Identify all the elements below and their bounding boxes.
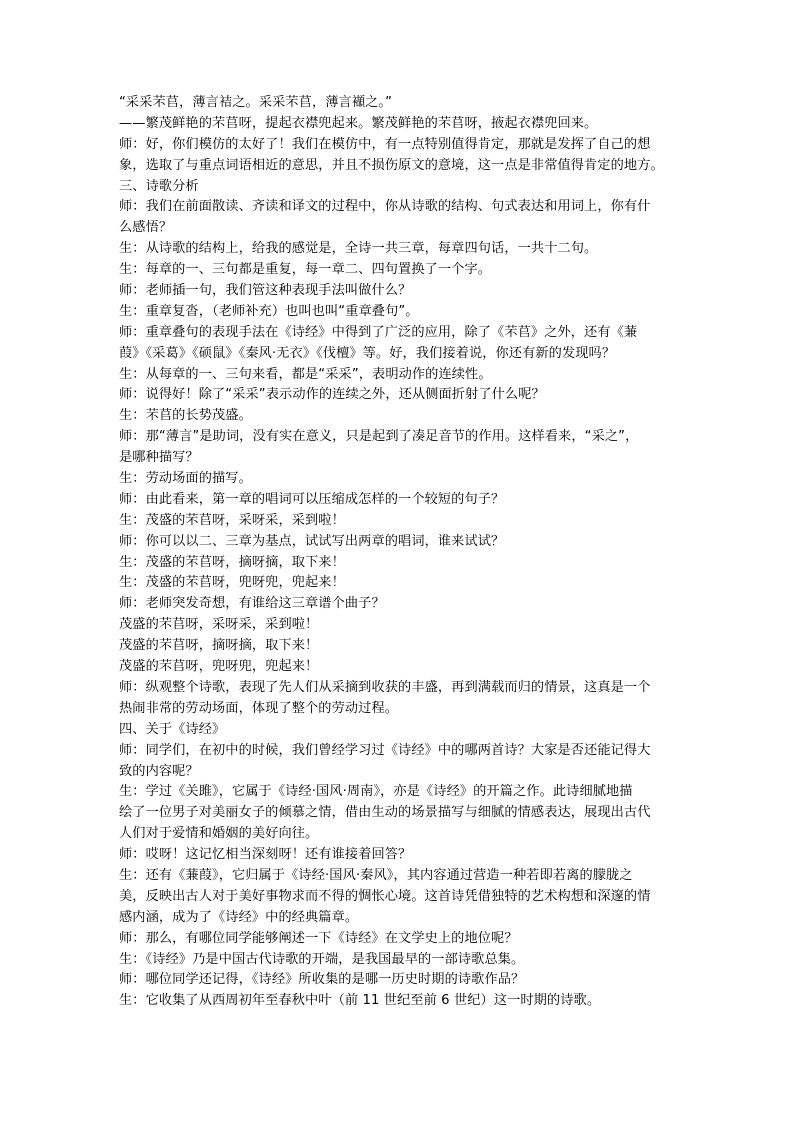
text-line: 师：那么，有哪位同学能够阐述一下《诗经》在文学史上的地位呢？ (119, 930, 518, 946)
text-line: 是哪种描写？ (119, 450, 199, 466)
text-line: 三、诗歌分析 (119, 178, 199, 194)
text-line: 生：每章的一、三句都是重复，每一章二、四句置换了一个字。 (119, 262, 492, 278)
text-line: 师：哪位同学还记得，《诗经》所收集的是哪一历史时期的诗歌作品？ (119, 972, 525, 988)
text-line: 师：好，你们模仿的太好了！我们在模仿中，有一点特别值得肯定，那就是发挥了自己的想 (119, 136, 651, 152)
text-line: 象，选取了与重点词语相近的意思，并且不损伤原文的意境，这一点是非常值得肯定的地方。 (119, 157, 664, 173)
text-line: 生：《诗经》乃是中国古代诗歌的开端，是我国最早的一部诗歌总集。 (119, 951, 525, 967)
text-line: 么感悟？ (119, 220, 173, 236)
text-line: 生：茂盛的芣苢呀，兜呀兜，兜起来！ (119, 575, 345, 591)
text-line: 生：重章复沓，（老师补充）也叫也叫“重章叠句”。 (119, 303, 419, 319)
text-line: 师：我们在前面散读、齐读和译文的过程中，你从诗歌的结构、句式表达和用词上，你有什 (119, 199, 651, 215)
text-line: 生：芣苢的长势茂盛。 (119, 408, 252, 424)
text-line: 葭》《采葛》《硕鼠》《秦风·无衣》《伐檀》等。好，我们接着说，你还有新的发现吗？ (119, 345, 616, 361)
text-line: 人们对于爱情和婚姻的美好向往。 (119, 826, 319, 842)
text-line: 生：还有《蒹葭》，它归属于《诗经·国风·秦风》，其内容通过营造一种若即若离的朦胧之 (119, 867, 633, 883)
text-line: 师：你可以以二、三章为基点，试试写出两章的唱词，谁来试试？ (119, 533, 505, 549)
text-line: 生：茂盛的芣苢呀，采呀采，采到啦！ (119, 512, 345, 528)
text-line: 茂盛的芣苢呀，摘呀摘，取下来！ (119, 638, 319, 654)
text-line: 师：老师突发奇想，有谁给这三章谱个曲子？ (119, 596, 385, 612)
text-line: 师：老师插一句，我们管这种表现手法叫做什么？ (119, 283, 412, 299)
text-line: 致的内容呢？ (119, 763, 199, 779)
text-line: 师：重章叠句的表现手法在《诗经》中得到了广泛的应用，除了《芣苢》之外，还有《蒹 (119, 324, 638, 340)
text-line: 热闹非常的劳动场面，体现了整个的劳动过程。 (119, 700, 399, 716)
text-line: 师：由此看来，第一章的唱词可以压缩成怎样的一个较短的句子？ (119, 491, 505, 507)
text-line: 生：劳动场面的描写。 (119, 471, 252, 487)
text-line: 生：从每章的一、三句来看，都是“采采”，表明动作的连续性。 (119, 366, 492, 382)
text-line: ——繁茂鲜艳的芣苢呀，提起衣襟兜起来。繁茂鲜艳的芣苢呀，掖起衣襟兜回来。 (119, 115, 598, 131)
text-line: 生：它收集了从西周初年至春秋中叶（前 11 世纪至前 6 世纪）这一时期的诗歌。 (119, 993, 601, 1009)
text-line: 师：同学们，在初中的时候，我们曾经学习过《诗经》中的哪两首诗？大家是否还能记得大 (119, 742, 651, 758)
text-line: 生：从诗歌的结构上，给我的感觉是，全诗一共三章，每章四句话，一共十二句。 (119, 241, 598, 257)
text-line: 美，反映出古人对于美好事物求而不得的惆怅心境。这首诗凭借独特的艺术构想和深邃的情 (119, 888, 651, 904)
text-line: 四、关于《诗经》 (119, 721, 226, 737)
text-line: 师：说得好！除了“采采”表示动作的连续之外，还从侧面折射了什么呢？ (119, 387, 545, 403)
text-line: 生：茂盛的芣苢呀，摘呀摘，取下来！ (119, 554, 345, 570)
text-line: 师：纵观整个诗歌，表现了先人们从采摘到收获的丰盛，再到满载而归的情景，这真是一个 (119, 679, 651, 695)
text-line: 师：那“薄言”是助词，没有实在意义，只是起到了凑足音节的作用。这样看来，“采之”， (119, 429, 639, 445)
text-line: 绘了一位男子对美丽女子的倾慕之情，借由生动的场景描写与细腻的情感表达，展现出古代 (119, 805, 651, 821)
text-line: “采采芣苢，薄言袺之。采采芣苢，薄言襭之。” (119, 95, 393, 110)
text-line: 茂盛的芣苢呀，采呀采，采到啦！ (119, 617, 319, 633)
document-body (119, 93, 691, 1012)
text-line: 生：学过《关雎》，它属于《诗经·国风·周南》，亦是《诗经》的开篇之作。此诗细腻地描 (119, 784, 633, 800)
text-line: 茂盛的芣苢呀，兜呀兜，兜起来！ (119, 659, 319, 675)
text-line: 师：哎呀！这记忆相当深刻呀！还有谁接着回答？ (119, 847, 412, 863)
text-line: 感内涵，成为了《诗经》中的经典篇章。 (119, 909, 359, 925)
